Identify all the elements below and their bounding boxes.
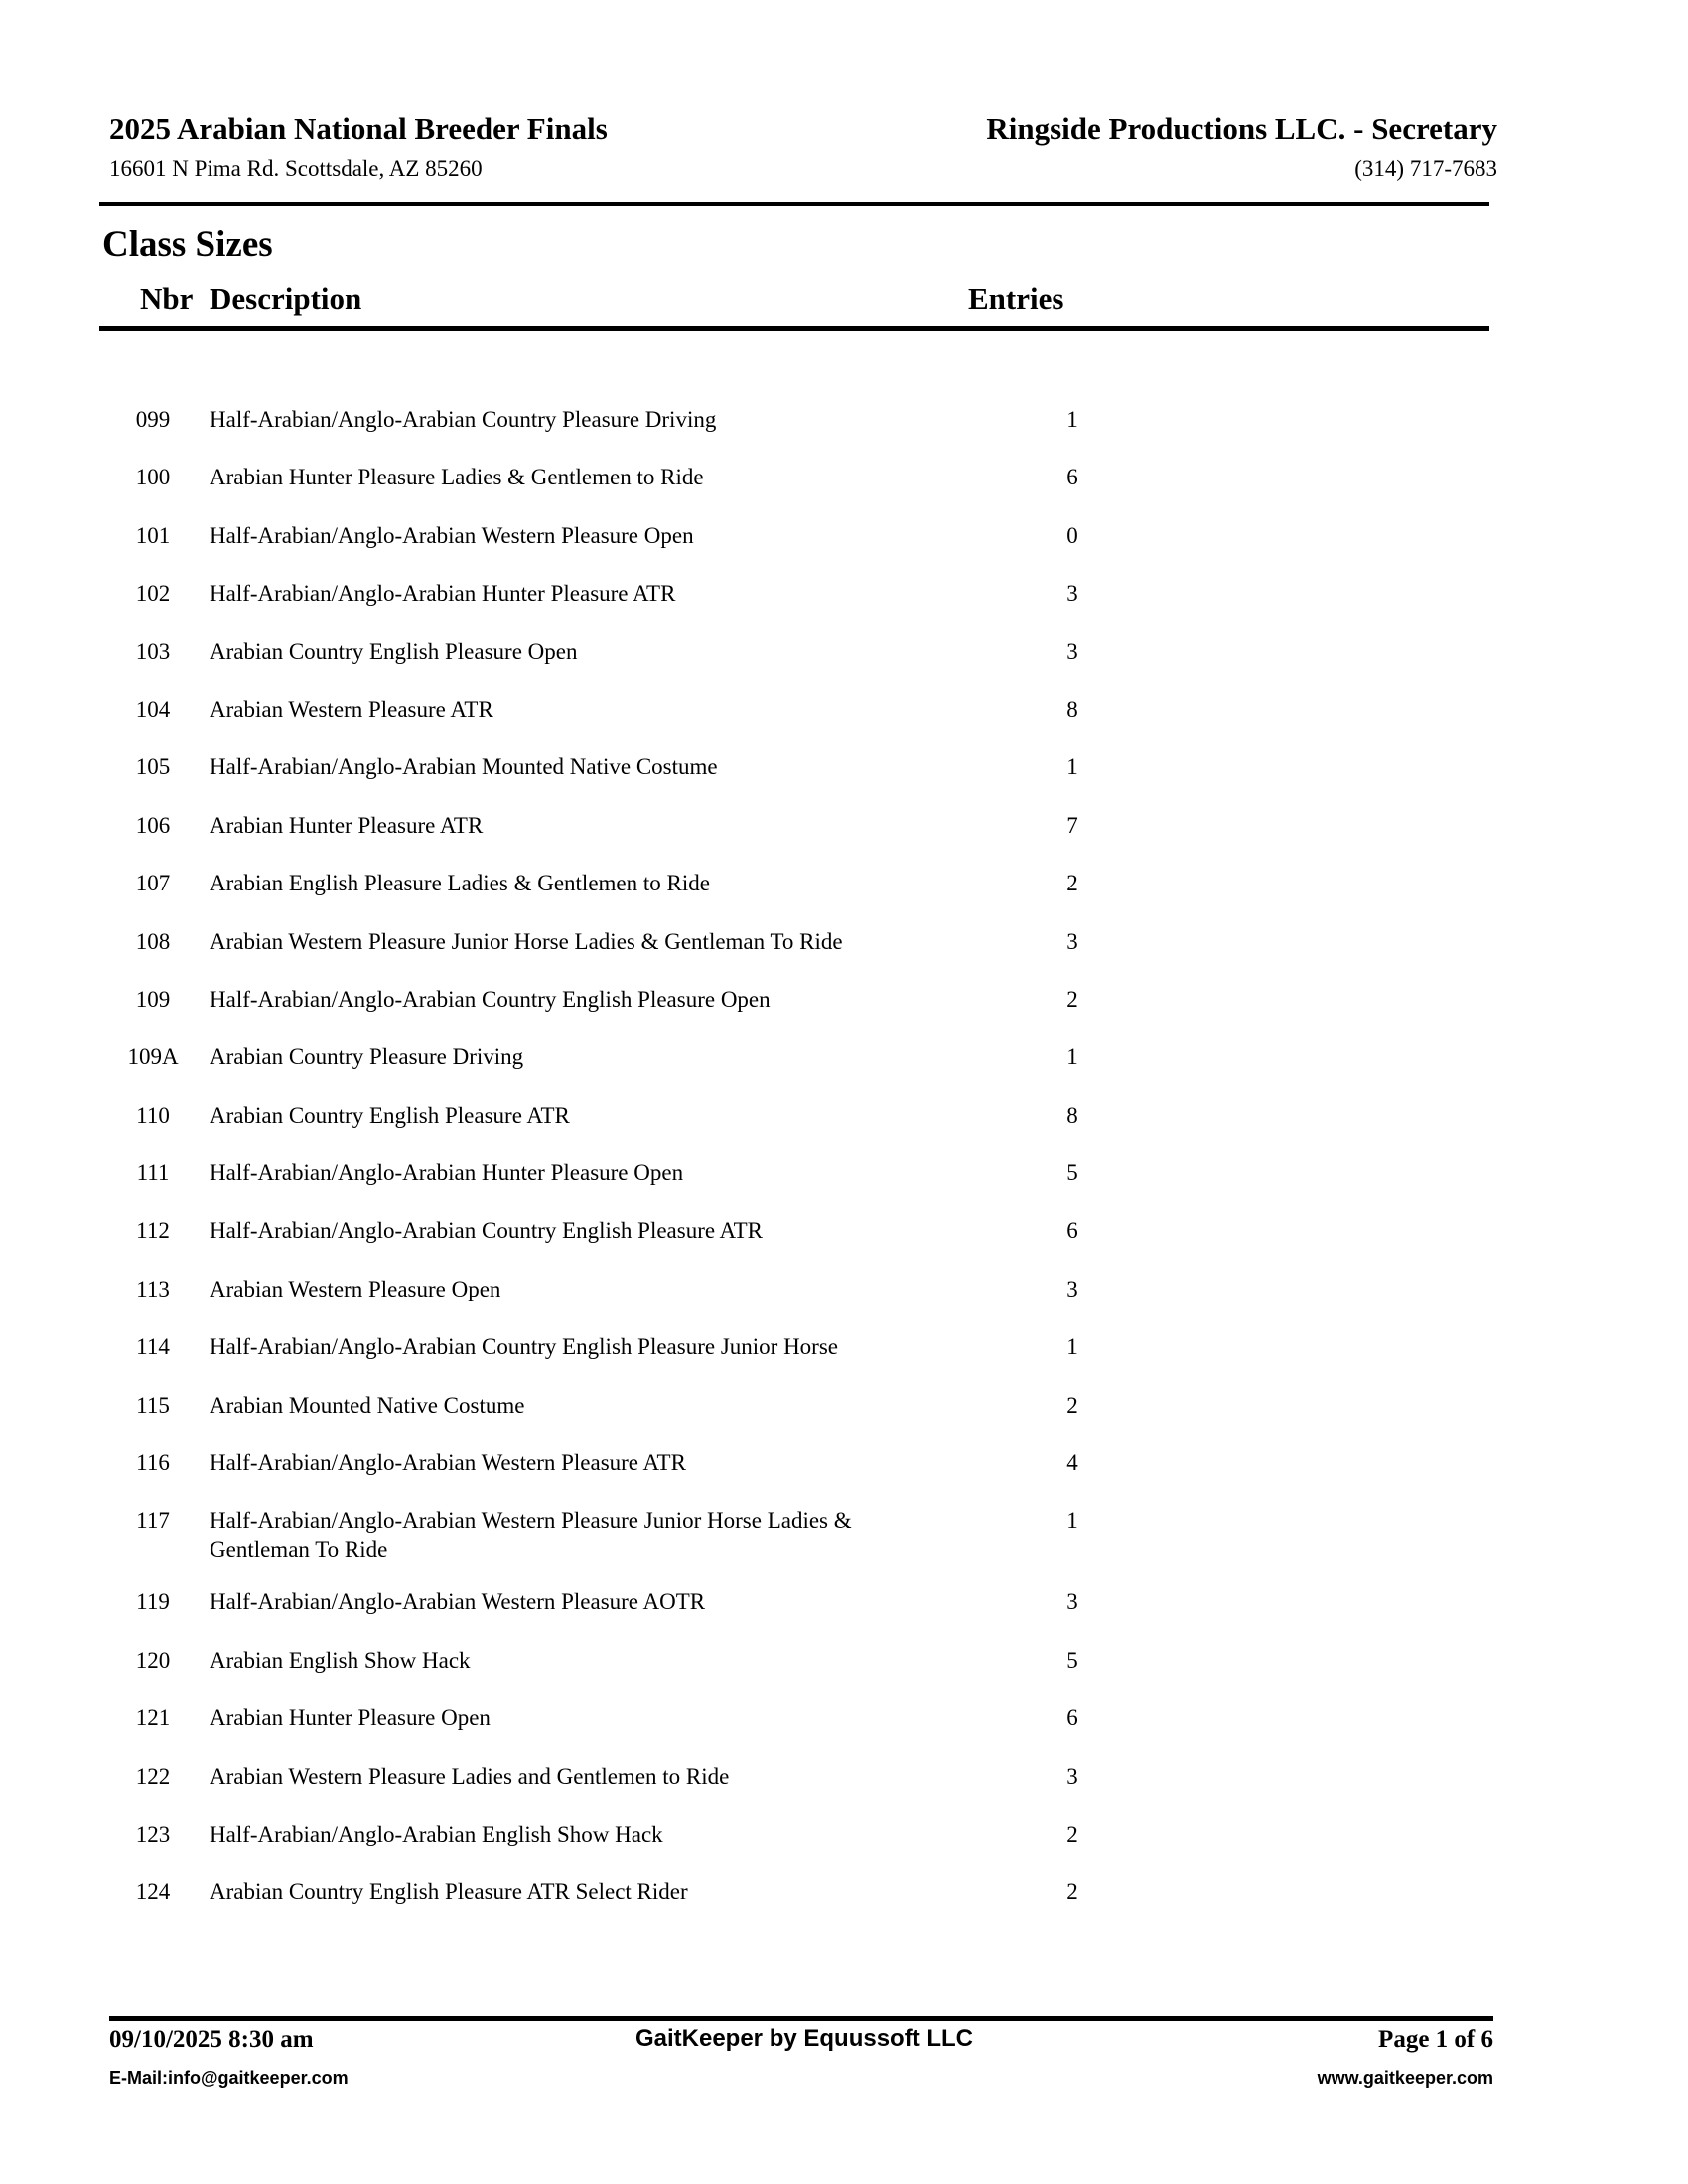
secretary-name: Ringside Productions LLC. - Secretary <box>986 111 1497 146</box>
class-entries: 1 <box>1066 1334 1078 1360</box>
class-number: 100 <box>135 465 171 490</box>
class-number: 106 <box>135 812 171 838</box>
class-description: Arabian Country English Pleasure Open <box>210 638 578 664</box>
show-name: 2025 Arabian National Breeder Finals <box>109 111 608 146</box>
class-description: Arabian Country English Pleasure ATR <box>210 1102 570 1128</box>
class-description: Half-Arabian/Anglo-Arabian English Show Hack <box>210 1821 663 1846</box>
class-description: Half-Arabian/Anglo-Arabian Western Pleasure AOTR <box>210 1589 706 1615</box>
class-entries: 7 <box>1066 812 1078 838</box>
class-entries: 3 <box>1066 581 1078 607</box>
class-description: Half-Arabian/Anglo-Arabian Western Pleasure Open <box>210 522 694 548</box>
class-row <box>0 1704 1688 1761</box>
class-row <box>0 463 1688 520</box>
class-entries: 6 <box>1066 1706 1078 1731</box>
class-entries: 1 <box>1066 1044 1078 1070</box>
class-description: Half-Arabian/Anglo-Arabian Country Pleasure Driving <box>210 407 717 432</box>
class-description: Arabian Country English Pleasure ATR Select Rider <box>210 1879 688 1905</box>
report-title: Class Sizes <box>102 224 273 265</box>
class-row <box>0 1877 1688 1935</box>
class-row <box>0 521 1688 579</box>
class-row <box>0 1820 1688 1877</box>
class-row <box>0 1448 1688 1506</box>
class-entries: 6 <box>1066 1218 1078 1244</box>
table-header-divider <box>99 326 1489 331</box>
class-entries: 1 <box>1066 407 1078 432</box>
class-entries: 2 <box>1066 1879 1078 1905</box>
class-number: 114 <box>136 1334 170 1360</box>
class-entries: 6 <box>1066 465 1078 490</box>
class-row <box>0 869 1688 926</box>
class-row <box>0 1101 1688 1159</box>
class-entries: 3 <box>1066 638 1078 664</box>
class-description: Half-Arabian/Anglo-Arabian Western Pleasure ATR <box>210 1450 686 1476</box>
class-entries: 3 <box>1066 1276 1078 1301</box>
class-description: Half-Arabian/Anglo-Arabian Hunter Pleasure ATR <box>210 581 676 607</box>
class-entries: 3 <box>1066 1589 1078 1615</box>
class-row <box>0 1216 1688 1274</box>
class-number: 105 <box>135 754 171 780</box>
class-description: Arabian Country Pleasure Driving <box>210 1044 524 1070</box>
column-header-entries: Entries <box>968 281 1064 316</box>
vendor-name: GaitKeeper by Equussoft LLC <box>634 2025 974 2052</box>
class-number: 117 <box>136 1508 170 1534</box>
class-number: 119 <box>136 1589 170 1615</box>
contact-email: E-Mail:info@gaitkeeper.com <box>109 2068 349 2088</box>
class-row <box>0 579 1688 636</box>
class-entries: 1 <box>1066 1508 1078 1534</box>
website-link[interactable]: www.gaitkeeper.com <box>1317 2068 1493 2088</box>
class-entries: 0 <box>1066 522 1078 548</box>
class-row <box>0 927 1688 985</box>
class-row <box>0 811 1688 869</box>
class-number: 103 <box>135 638 171 664</box>
class-number: 109 <box>135 986 171 1012</box>
class-number: 124 <box>135 1879 171 1905</box>
class-row <box>0 1042 1688 1100</box>
class-description: Arabian Hunter Pleasure Open <box>210 1706 491 1731</box>
column-header-nbr: Nbr <box>140 281 194 316</box>
class-description: Arabian Western Pleasure Junior Horse Ladies & Gentleman To Ride <box>210 928 843 954</box>
class-description: Half-Arabian/Anglo-Arabian Hunter Pleasure Open <box>210 1160 684 1186</box>
class-number: 110 <box>136 1102 170 1128</box>
class-number: 113 <box>136 1276 170 1301</box>
class-number: 108 <box>135 928 171 954</box>
class-entries: 2 <box>1066 986 1078 1012</box>
class-row <box>0 1391 1688 1448</box>
class-row <box>0 637 1688 695</box>
class-description: Arabian Western Pleasure Ladies and Gentlemen to Ride <box>210 1763 730 1789</box>
class-number: 112 <box>136 1218 170 1244</box>
class-description: Arabian English Show Hack <box>210 1647 471 1673</box>
footer-divider <box>109 2016 1493 2021</box>
class-number: 104 <box>135 696 171 722</box>
class-row <box>0 405 1688 463</box>
class-entries: 5 <box>1066 1647 1078 1673</box>
class-entries: 2 <box>1066 1821 1078 1846</box>
class-number: 116 <box>136 1450 170 1476</box>
class-row <box>0 1506 1688 1587</box>
header-divider <box>99 202 1489 206</box>
class-entries: 8 <box>1066 696 1078 722</box>
class-number: 111 <box>136 1160 170 1186</box>
class-number: 102 <box>135 581 171 607</box>
class-description: Arabian Western Pleasure ATR <box>210 696 493 722</box>
class-entries: 1 <box>1066 754 1078 780</box>
class-description: Arabian Western Pleasure Open <box>210 1276 501 1301</box>
class-number: 123 <box>135 1821 171 1846</box>
class-entries: 4 <box>1066 1450 1078 1476</box>
class-description: Arabian Hunter Pleasure Ladies & Gentlemen to Ride <box>210 465 704 490</box>
show-address: 16601 N Pima Rd. Scottsdale, AZ 85260 <box>109 156 483 181</box>
class-number: 109A <box>127 1044 179 1070</box>
class-row <box>0 1159 1688 1216</box>
class-description: Arabian Mounted Native Costume <box>210 1392 525 1418</box>
class-number: 122 <box>135 1763 171 1789</box>
class-entries: 2 <box>1066 871 1078 896</box>
class-description: Half-Arabian/Anglo-Arabian Western Pleasure Junior Horse Ladies & Gentleman To Ride <box>210 1508 852 1563</box>
class-row <box>0 1587 1688 1645</box>
class-description: Half-Arabian/Anglo-Arabian Country English Pleasure ATR <box>210 1218 763 1244</box>
class-number: 107 <box>135 871 171 896</box>
class-list <box>0 405 1688 1936</box>
class-entries: 2 <box>1066 1392 1078 1418</box>
class-row <box>0 985 1688 1042</box>
class-number: 099 <box>135 407 171 432</box>
class-entries: 3 <box>1066 1763 1078 1789</box>
class-number: 115 <box>136 1392 170 1418</box>
class-row <box>0 752 1688 810</box>
class-description: Arabian Hunter Pleasure ATR <box>210 812 484 838</box>
class-row <box>0 695 1688 752</box>
column-header-description: Description <box>210 281 362 316</box>
class-row <box>0 1762 1688 1820</box>
class-row <box>0 1646 1688 1704</box>
class-entries: 3 <box>1066 928 1078 954</box>
class-description: Arabian English Pleasure Ladies & Gentlemen to Ride <box>210 871 710 896</box>
class-entries: 5 <box>1066 1160 1078 1186</box>
class-row <box>0 1275 1688 1332</box>
class-description: Half-Arabian/Anglo-Arabian Mounted Native Costume <box>210 754 718 780</box>
class-description: Half-Arabian/Anglo-Arabian Country English Pleasure Junior Horse <box>210 1334 838 1360</box>
class-number: 121 <box>135 1706 171 1731</box>
secretary-phone: (314) 717-7683 <box>1354 156 1497 181</box>
class-number: 101 <box>135 522 171 548</box>
class-row <box>0 1332 1688 1390</box>
class-number: 120 <box>135 1647 171 1673</box>
report-datetime: 09/10/2025 8:30 am <box>109 2026 314 2053</box>
page-number: Page 1 of 6 <box>1378 2026 1493 2053</box>
class-description: Half-Arabian/Anglo-Arabian Country English Pleasure Open <box>210 986 771 1012</box>
class-entries: 8 <box>1066 1102 1078 1128</box>
